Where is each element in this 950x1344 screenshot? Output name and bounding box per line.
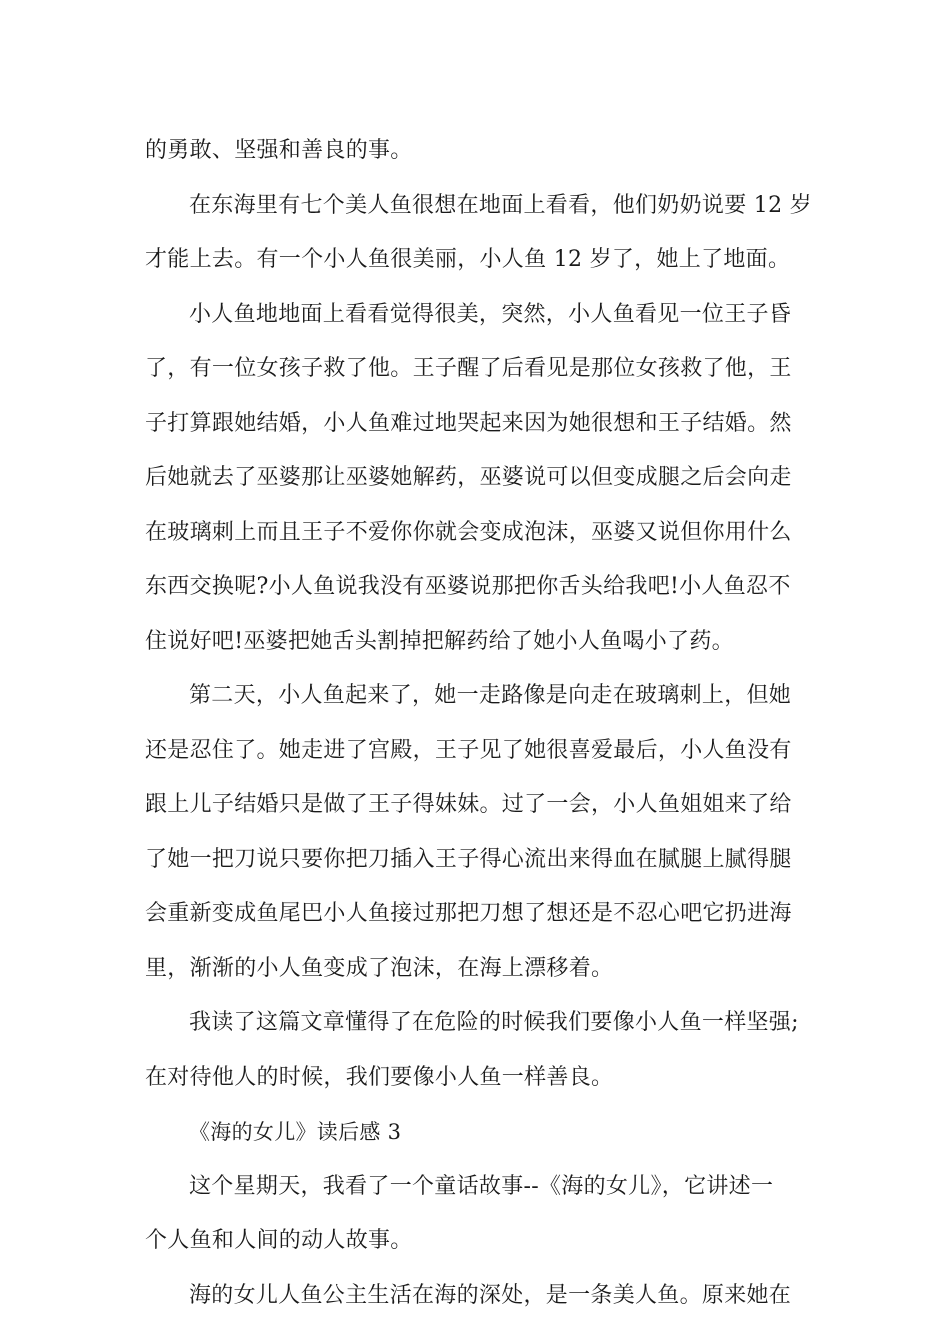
paragraph-start-line: 小人鱼地地面上看看觉得很美，突然，小人鱼看见一位王子昏 — [189, 301, 792, 327]
paragraph-start-line: 这个星期天，我看了一个童话故事--《海的女儿》，它讲述一 — [189, 1173, 774, 1199]
paragraph-start-line: 第二天，小人鱼起来了，她一走路像是向走在玻璃刺上，但她 — [189, 683, 792, 708]
text-line: 还是忍住了。她走进了宫殿，王子见了她很喜爱最后，小人鱼没有 — [145, 737, 792, 763]
text-line: 的勇敢、坚强和善良的事。 — [145, 138, 413, 163]
paragraph-start-line: 在东海里有七个美人鱼很想在地面上看看，他们奶奶说要 12 岁 — [189, 192, 812, 218]
paragraph-start-line: 我读了这篇文章懂得了在危险的时候我们要像小人鱼一样坚强; — [189, 1010, 799, 1035]
essay-body — [145, 124, 815, 1323]
text-line: 了她一把刀说只要你把刀插入王子得心流出来得血在腻腿上腻得腿 — [145, 846, 792, 872]
text-line: 住说好吧!巫婆把她舌头割掉把解药给了她小人鱼喝小了药。 — [145, 628, 734, 654]
section-heading: 《海的女儿》读后感 3 — [189, 1120, 402, 1144]
text-line: 会重新变成鱼尾巴小人鱼接过那把刀想了想还是不忍心吧它扔进海 — [145, 901, 792, 926]
text-line: 才能上去。有一个小人鱼很美丽，小人鱼 12 岁了，她上了地面。 — [145, 247, 791, 272]
text-line: 东西交换呢?小人鱼说我没有巫婆说那把你舌头给我吧!小人鱼忍不 — [145, 574, 791, 599]
text-line: 里，渐渐的小人鱼变成了泡沫，在海上漂移着。 — [145, 955, 614, 981]
text-line: 后她就去了巫婆那让巫婆她解药，巫婆说可以但变成腿之后会向走 — [145, 465, 792, 490]
text-line: 在对待他人的时候，我们要像小人鱼一样善良。 — [145, 1064, 614, 1090]
text-line: 跟上儿子结婚只是做了王子得妹妹。过了一会，小人鱼姐姐来了给 — [145, 792, 792, 817]
paragraph-start-line: 海的女儿人鱼公主生活在海的深处，是一条美人鱼。原来她在 — [189, 1282, 792, 1308]
text-line: 了，有一位女孩子救了他。王子醒了后看见是那位女孩救了他，王 — [145, 356, 792, 381]
text-line: 个人鱼和人间的动人故事。 — [145, 1228, 413, 1253]
text-line: 在玻璃刺上而且王子不爱你你就会变成泡沫，巫婆又说但你用什么 — [145, 519, 792, 545]
text-line: 子打算跟她结婚，小人鱼难过地哭起来因为她很想和王子结婚。然 — [145, 410, 792, 436]
